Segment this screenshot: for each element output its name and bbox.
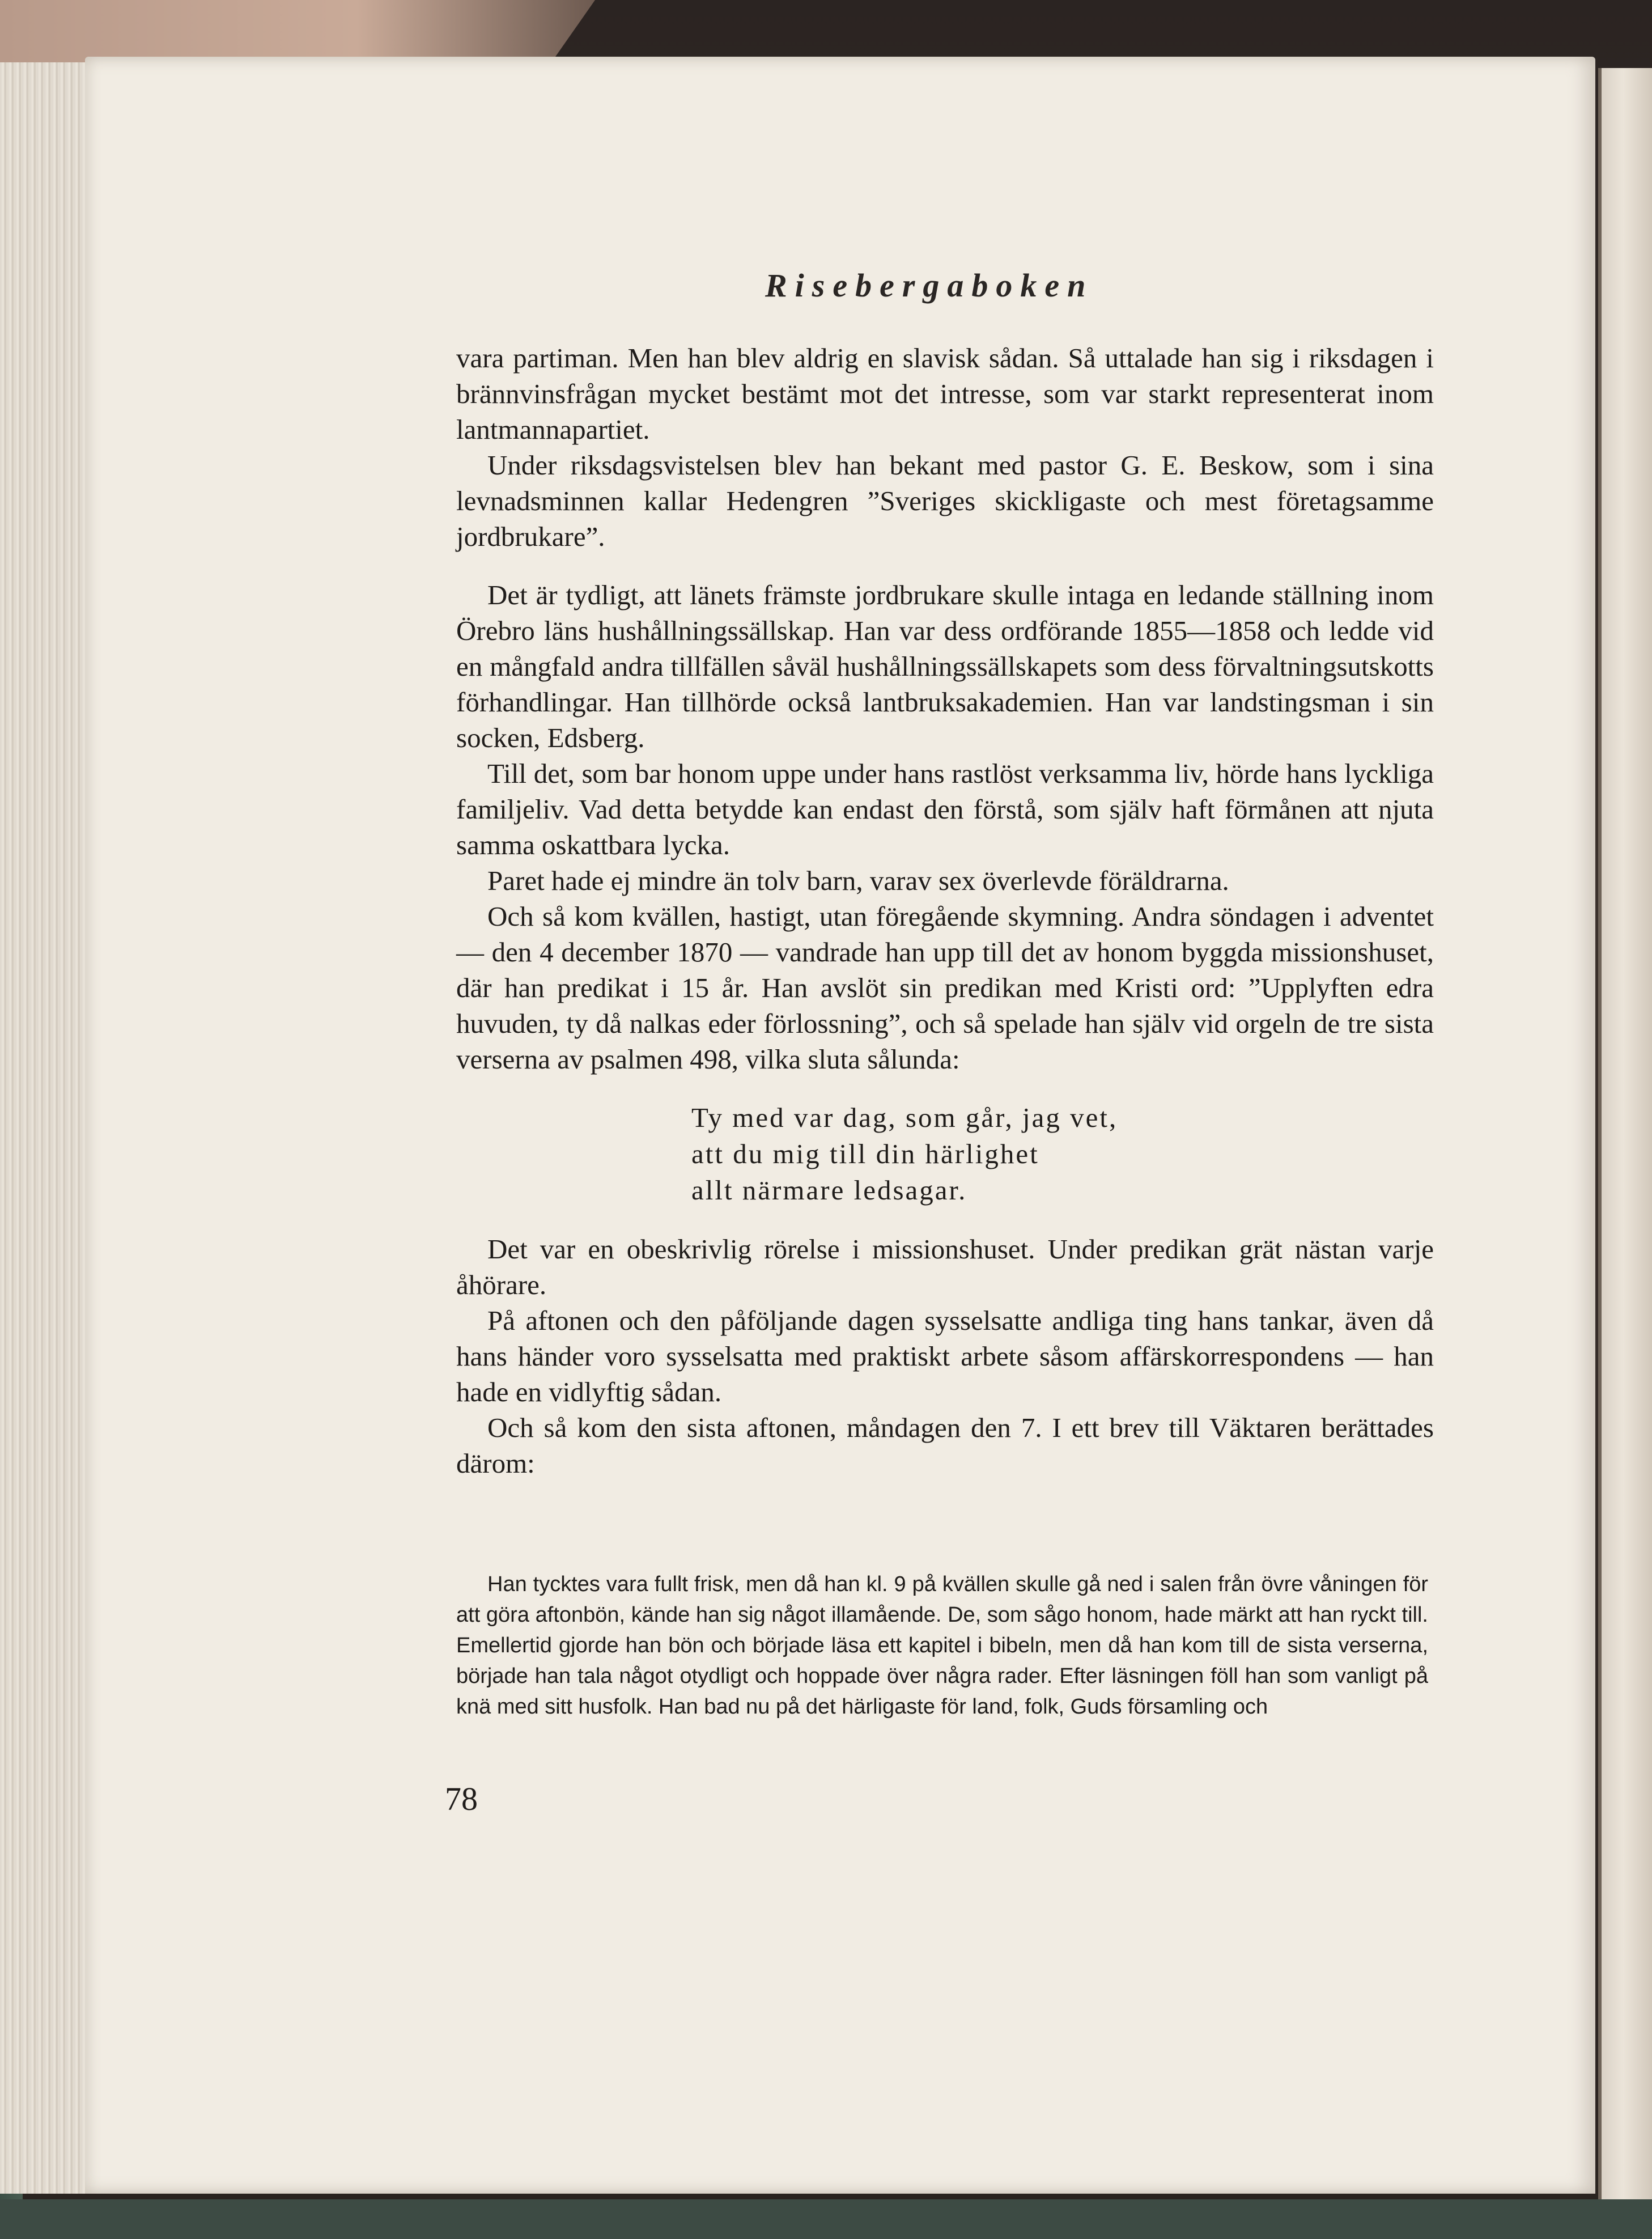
quote-text: Han tycktes vara fullt frisk, men då han kl. 9 på kvällen skulle gå ned i salen från övre våningen för att göra aftonbön, kände han sig något illamående. De, som sågo honom, hade märkt att han ryckt till. Emellertid gjorde han bön och började läsa ett kapitel i bibeln, men då han kom till de sista verserna, började han tala något otydligt och hoppade över några rader. Efter läsningen föll han som vanligt på knä med sitt husfolk. Han bad nu på det härligaste för land, folk, Guds församling och [456, 1572, 1428, 1719]
verse-block [691, 1100, 1434, 1208]
book-cover-bottom [0, 2199, 1652, 2239]
running-head: Risebergaboken [765, 267, 1094, 304]
quote-block [456, 1569, 1428, 1722]
paragraph: Till det, som bar honom uppe under hans rastlöst verksamma liv, hörde hans lyckliga familjeliv. Vad detta betydde kan endast den förstå, som själv haft förmånen att njuta samma oskattbara lycka. [456, 758, 1434, 860]
paragraph: Det är tydligt, att länets främste jordbrukare skulle intaga en ledande ställning inom Örebro läns hushållningssällskap. Han var dess ordförande 1855—1858 och ledde vid en mångfald andra tillfällen såväl hushållningssällskapets som dess förvaltningsutskotts förhandlingar. Han tillhörde också lantbruksakademien. Han var landstingsman i sin socken, Edsberg. [456, 579, 1434, 753]
paragraph: Under riksdagsvistelsen blev han bekant med pastor G. E. Beskow, som i sina levnadsminnen kallar Hedengren ”Sveriges skickligaste och mest företagsamme jordbrukare”. [456, 450, 1434, 552]
body-text [456, 340, 1434, 1481]
paragraph: Paret hade ej mindre än tolv barn, varav sex överlevde föräldrarna. [487, 865, 1229, 896]
paragraph: På aftonen och den påföljande dagen sysselsatte andliga ting hans tankar, även då hans händer voro sysselsatta med praktiskt arbete såsom affärskorrespondens — han hade en vidlyftig sådan. [456, 1305, 1434, 1407]
verse-line: allt närmare ledsagar. [691, 1174, 967, 1206]
paragraph: vara partiman. Men han blev aldrig en slavisk sådan. Så uttalade han sig i riksdagen i brännvinsfrågan mycket bestämt mot det intresse, som var starkt representerat inom lantmannapartiet. [456, 342, 1434, 445]
page-number: 78 [445, 1780, 478, 1817]
verse-line: att du mig till din härlighet [691, 1138, 1039, 1169]
paragraph: Och så kom den sista aftonen, måndagen den 7. I ett brev till Väktaren berättades därom: [456, 1412, 1434, 1479]
paragraph: Det var en obeskrivlig rörelse i missionshuset. Under predikan grät nästan varje åhörare. [456, 1233, 1434, 1300]
adjacent-page [1598, 68, 1652, 2199]
paragraph: Och så kom kvällen, hastigt, utan föregående skymning. Andra söndagen i adventet — den 4 december 1870 — vandrade han upp till det av honom byggda missionshuset, där han predikat i 15 år. Han avslöt sin predikan med Kristi ord: ”Upplyften edra huvuden, ty då nalkas eder förlossning”, och så spelade han själv vid orgeln de tre sista verserna av psalmen 498, vilka sluta sålunda: [456, 901, 1434, 1075]
page-edges [0, 62, 94, 2194]
verse-line: Ty med var dag, som går, jag vet, [691, 1102, 1118, 1133]
